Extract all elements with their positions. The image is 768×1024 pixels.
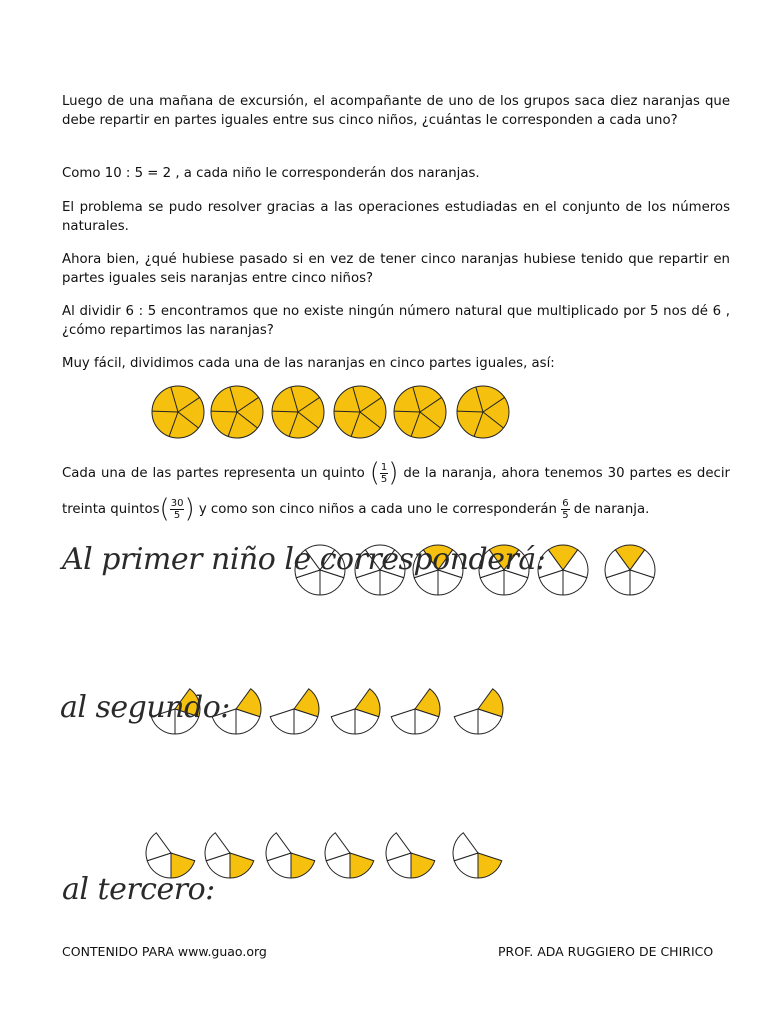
orange-slice xyxy=(411,853,435,878)
fraction-denominator: 5 xyxy=(562,509,569,521)
fraction-denominator: 5 xyxy=(173,509,181,521)
paren-close: ) xyxy=(184,494,195,524)
footer-right: PROF. ADA RUGGIERO DE CHIRICO xyxy=(498,944,714,959)
paragraph-intro: Luego de una mañana de excursión, el acompañante de uno de los grupos saca diez naranjas que debe repartir en partes iguales entre sus cinco niños, ¿cuántas le corresponden a cada uno? xyxy=(62,94,730,128)
orange-slice xyxy=(478,853,502,878)
paragraph-six-by-five: Al dividir 6 : 5 encontramos que no existe ningún número natural que multiplicado por 5 nos dé 6 ,¿cómo repartimos las naranjas? xyxy=(62,304,730,338)
fraction-numerator: 30 xyxy=(170,497,184,509)
empty-slice xyxy=(270,709,294,734)
fraction-numerator: 1 xyxy=(380,461,388,473)
empty-slice xyxy=(454,709,478,734)
empty-slice xyxy=(331,709,355,734)
fifths-text-4: de naranja. xyxy=(573,502,650,517)
fraction-numerator: 6 xyxy=(562,497,569,509)
paragraph-easy: Muy fácil, dividimos cada una de las naranjas en cinco partes iguales, así: xyxy=(62,356,555,371)
fraction-denominator: 5 xyxy=(380,473,388,485)
fifths-text-1: Cada una de las partes representa un quinto xyxy=(62,466,365,481)
paragraph-question: Ahora bien, ¿qué hubiese pasado si en vez de tener cinco naranjas hubiese tenido que repartir en partes iguales seis naranjas entre cinco niños? xyxy=(62,252,730,286)
fifths-text-3: y como son cinco niños a cada uno le corresponderán xyxy=(198,502,557,517)
orange-slice xyxy=(350,853,374,878)
label-first-child: Al primer niño le corresponderá: xyxy=(62,542,546,577)
fifths-text-2: de la naranja, ahora tenemos 30 partes es decir treinta quintos xyxy=(62,466,731,517)
paren-close: ) xyxy=(388,458,399,488)
paragraph-division: Como 10 : 5 = 2 , a cada niño le corresponderán dos naranjas. xyxy=(62,166,480,181)
paren-open: ( xyxy=(369,458,380,488)
paren-open: ( xyxy=(159,494,170,524)
orange-slice xyxy=(291,853,315,878)
label-third-child: al tercero: xyxy=(62,872,215,907)
empty-slice xyxy=(391,709,415,734)
footer-left: CONTENIDO PARA www.guao.org xyxy=(62,944,267,959)
label-second-child: al segundo: xyxy=(60,690,230,725)
paragraph-natural-numbers: El problema se pudo resolver gracias a las operaciones estudiadas en el conjunto de los números naturales. xyxy=(62,200,730,234)
orange-slice xyxy=(230,853,254,878)
